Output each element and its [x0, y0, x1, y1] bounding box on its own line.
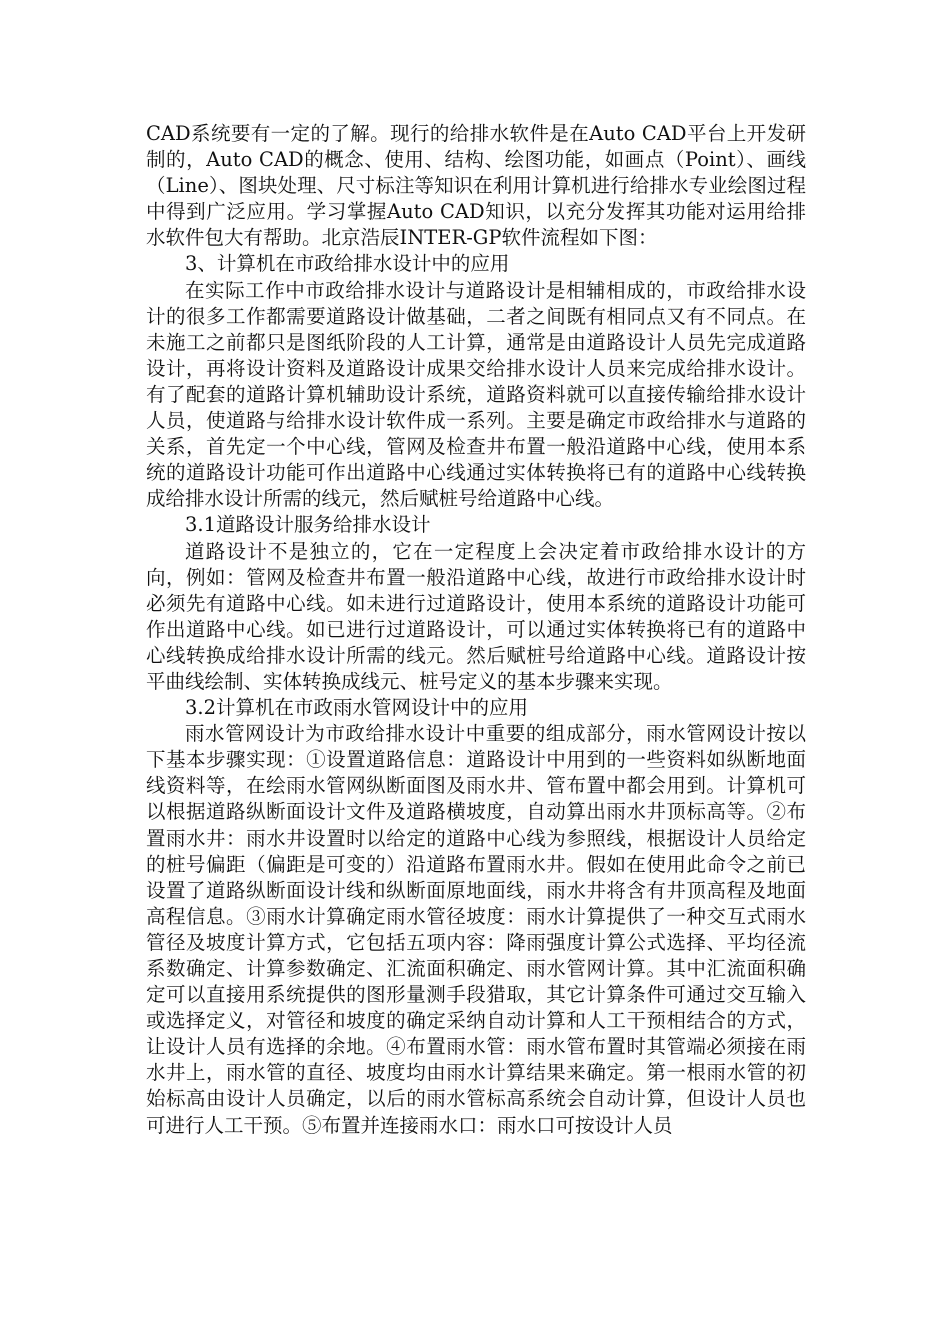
section-heading-3-2: 3.2计算机在市政雨水管网设计中的应用	[185, 696, 529, 720]
body-text	[146, 121, 806, 1139]
paragraph-stormwater-network: 雨水管网设计为市政给排水设计中重要的组成部分，雨水管网设计按以下基本步骤实现：①设置道路信息：道路设计中用到的一些资料如纵断地面线资料等，在绘雨水管网纵断面图及雨水井、管布置中都会用到。计算机可以根据道路纵断面设计文件及道路横坡度，自动算出雨水井顶标高等。②布置雨水井：雨水井设置时以给定的道路中心线为参照线，根据设计人员给定的桩号偏距（偏距是可变的）沿道路布置雨水井。假如在使用此命令之前已设置了道路纵断面设计线和纵断面原地面线，雨水井将含有井顶高程及地面高程信息。③雨水计算确定雨水管径坡度：雨水计算提供了一种交互式雨水管径及坡度计算方式，它包括五项内容：降雨强度计算公式选择、平均径流系数确定、计算参数确定、汇流面积确定、雨水管网计算。其中汇流面积确定可以直接用系统提供的图形量测手段猎取，其它计算条件可通过交互输入或选择定义，对管径和坡度的确定采纳自动计算和人工干预相结合的方式，让设计人员有选择的余地。④布置雨水管：雨水管布置时其管端必须接在雨水井上，雨水管的直径、坡度均由雨水计算结果来确定。第一根雨水管的初始标高由设计人员确定，以后的雨水管标高系统会自动计算，但设计人员也可进行人工干预。⑤布置并连接雨水口：雨水口可按设计人员	[146, 722, 806, 1137]
paragraph-cad-intro: CAD系统要有一定的了解。现行的给排水软件是在Auto CAD平台上开发研制的，Auto CAD的概念、使用、结构、绘图功能，如画点（Point）、画线（Line）、图块处理、尺寸标注等知识在利用计算机进行给排水专业绘图过程中得到广泛应用。学习掌握Auto CAD知识，以充分发挥其功能对运用给排水软件包大有帮助。北京浩辰INTER-GP软件流程如下图：	[146, 122, 806, 250]
paragraph-road-design-service: 道路设计不是独立的，它在一定程度上会决定着市政给排水设计的方向，例如：管网及检查井布置一般沿道路中心线，故进行市政给排水设计时必须先有道路中心线。如未进行过道路设计，使用本系统的道路设计功能可作出道路中心线。如已进行过道路设计，可以通过实体转换将已有的道路中心线转换成给排水设计所需的线元。然后赋桩号给道路中心线。道路设计按平曲线绘制、实体转换成线元、桩号定义的基本步骤来实现。	[146, 539, 806, 693]
section-heading-3-1: 3.1道路设计服务给排水设计	[185, 513, 431, 537]
paragraph-road-drainage: 在实际工作中市政给排水设计与道路设计是相辅相成的，市政给排水设计的很多工作都需要道路设计做基础，二者之间既有相同点又有不同点。在未施工之前都只是图纸阶段的人工计算，通常是由道路设计人员先完成道路设计，再将设计资料及道路设计成果交给排水设计人员来完成给排水设计。有了配套的道路计算机辅助设计系统，道路资料就可以直接传输给排水设计人员，使道路与给排水设计软件成一系列。主要是确定市政给排水与道路的关系，首先定一个中心线，管网及检查井布置一般沿道路中心线，使用本系统的道路设计功能可作出道路中心线通过实体转换将已有的道路中心线转换成给排水设计所需的线元，然后赋桩号给道路中心线。	[146, 278, 806, 511]
section-heading-3: 3、计算机在市政给排水设计中的应用	[185, 252, 510, 276]
